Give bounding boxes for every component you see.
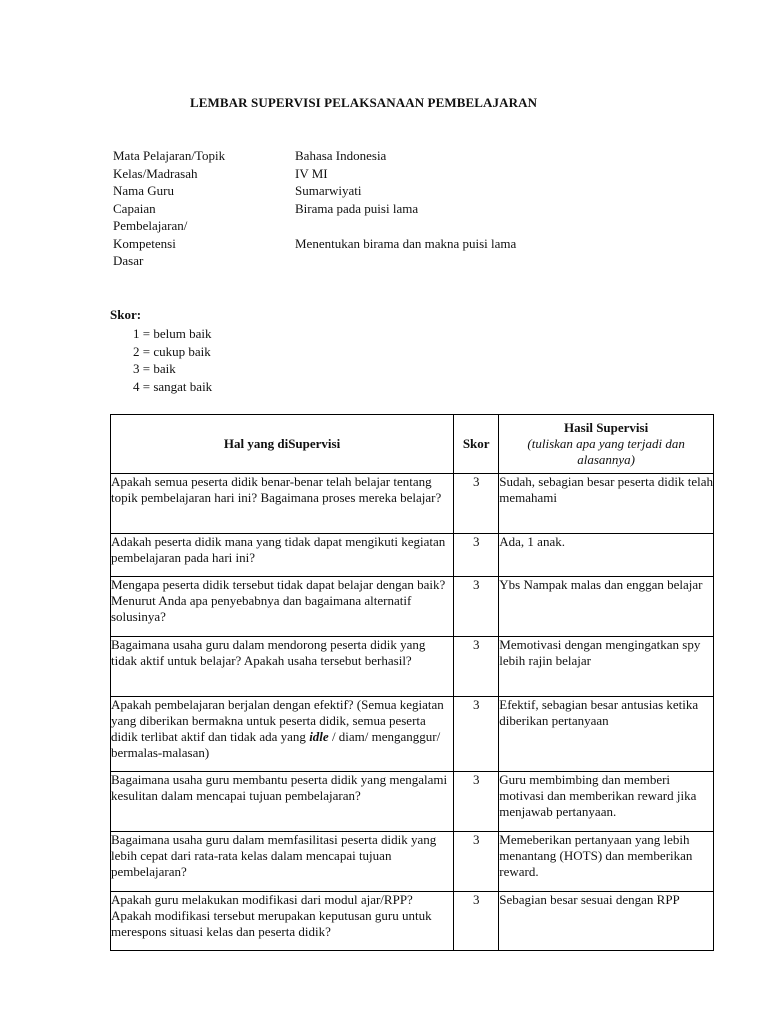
result-cell: Efektif, sebagian besar antusias ketika diberikan pertanyaan	[499, 697, 714, 772]
header-hal: Hal yang diSupervisi	[111, 415, 454, 474]
result-cell: Ada, 1 anak.	[499, 534, 714, 577]
table-header-row	[111, 415, 714, 474]
supervision-table	[110, 414, 714, 951]
question-cell: Bagaimana usaha guru membantu peserta didik yang mengalami kesulitan dalam mencapai tujuan pembelajaran?	[111, 772, 454, 832]
skor-item: 1 = belum baik	[133, 326, 212, 341]
skor-item: 2 = cukup baik	[133, 343, 211, 359]
result-cell: Memotivasi dengan mengingatkan spy lebih rajin belajar	[499, 637, 714, 697]
capaian-value: Birama pada puisi lama	[295, 200, 419, 216]
score-cell: 3	[454, 832, 499, 892]
skor-legend	[133, 325, 212, 395]
kompetensi-value: Menentukan birama dan makna puisi lama	[295, 235, 517, 251]
header-hasil-subtitle: (tuliskan apa yang terjadi dan alasannya)	[527, 436, 685, 467]
question-cell: Apakah guru melakukan modifikasi dari modul ajar/RPP? Apakah modifikasi tersebut merupakan keputusan guru untuk merespons situasi kelas dan peserta didik?	[111, 892, 454, 951]
skor-item: 3 = baik	[133, 361, 176, 376]
kompetensi-label-line2: Dasar	[113, 253, 144, 268]
score-cell: 3	[454, 577, 499, 637]
kelas-value: IV MI	[295, 165, 328, 181]
table-row	[111, 832, 714, 892]
table-row	[111, 637, 714, 697]
score-cell: 3	[454, 534, 499, 577]
capaian-label-line2: Pembelajaran/	[113, 218, 188, 233]
table-row	[111, 474, 714, 534]
skor-item: 4 = sangat baik	[133, 378, 213, 394]
question-cell: Bagaimana usaha guru dalam memfasilitasi peserta didik yang lebih cepat dari rata-rata kelas dalam mencapai tujuan pembelajaran?	[111, 832, 454, 892]
score-cell: 3	[454, 474, 499, 534]
mata-pelajaran-label: Mata Pelajaran/Topik	[113, 148, 226, 163]
result-cell: Guru membimbing dan memberi motivasi dan memberikan reward jika menjawab pertanyaan.	[499, 772, 714, 832]
capaian-label-line1: Capaian	[113, 200, 156, 216]
score-cell: 3	[454, 772, 499, 832]
table-row	[111, 772, 714, 832]
mata-pelajaran-value: Bahasa Indonesia	[295, 148, 387, 163]
question-text: Apakah pembelajaran berjalan dengan efektif? (Semua kegiatan yang diberikan bermakna untuk peserta didik, semua peserta didik terlibat aktif dan tidak ada yang	[111, 697, 444, 744]
table-row	[111, 892, 714, 951]
document-title: LEMBAR SUPERVISI PELAKSANAAN PEMBELAJARAN	[190, 95, 538, 110]
question-cell: Bagaimana usaha guru dalam mendorong peserta didik yang tidak aktif untuk belajar? Apakah usaha tersebut berhasil?	[111, 637, 454, 697]
table-row	[111, 697, 714, 772]
kompetensi-label-line1: Kompetensi	[113, 235, 176, 251]
question-text: / diam/ menganggur/ bermalas-malasan)	[111, 729, 441, 760]
result-cell: Ybs Nampak malas dan enggan belajar	[499, 577, 714, 637]
result-cell: Memeberikan pertanyaan yang lebih menantang (HOTS) dan memberikan reward.	[499, 832, 714, 892]
kelas-label: Kelas/Madrasah	[113, 165, 198, 181]
question-cell: Mengapa peserta didik tersebut tidak dapat belajar dengan baik? Menurut Anda apa penyebabnya dan bagaimana alternatif solusinya?	[111, 577, 454, 637]
header-hasil-title: Hasil Supervisi	[564, 420, 649, 435]
header-hasil	[499, 415, 714, 474]
table-row	[111, 534, 714, 577]
table-row	[111, 577, 714, 637]
question-cell	[111, 697, 454, 772]
result-cell: Sudah, sebagian besar peserta didik telah memahami	[499, 474, 714, 534]
question-cell: Apakah semua peserta didik benar-benar telah belajar tentang topik pembelajaran hari ini? Bagaimana proses mereka belajar?	[111, 474, 454, 534]
score-cell: 3	[454, 892, 499, 951]
skor-title: Skor:	[110, 307, 142, 322]
result-cell: Sebagian besar sesuai dengan RPP	[499, 892, 714, 951]
nama-guru-label: Nama Guru	[113, 183, 175, 198]
header-skor: Skor	[454, 415, 499, 474]
nama-guru-value: Sumarwiyati	[295, 183, 362, 198]
question-cell: Adakah peserta didik mana yang tidak dapat mengikuti kegiatan pembelajaran pada hari ini?	[111, 534, 454, 577]
score-cell: 3	[454, 697, 499, 772]
score-cell: 3	[454, 637, 499, 697]
idle-term: idle	[309, 729, 329, 744]
